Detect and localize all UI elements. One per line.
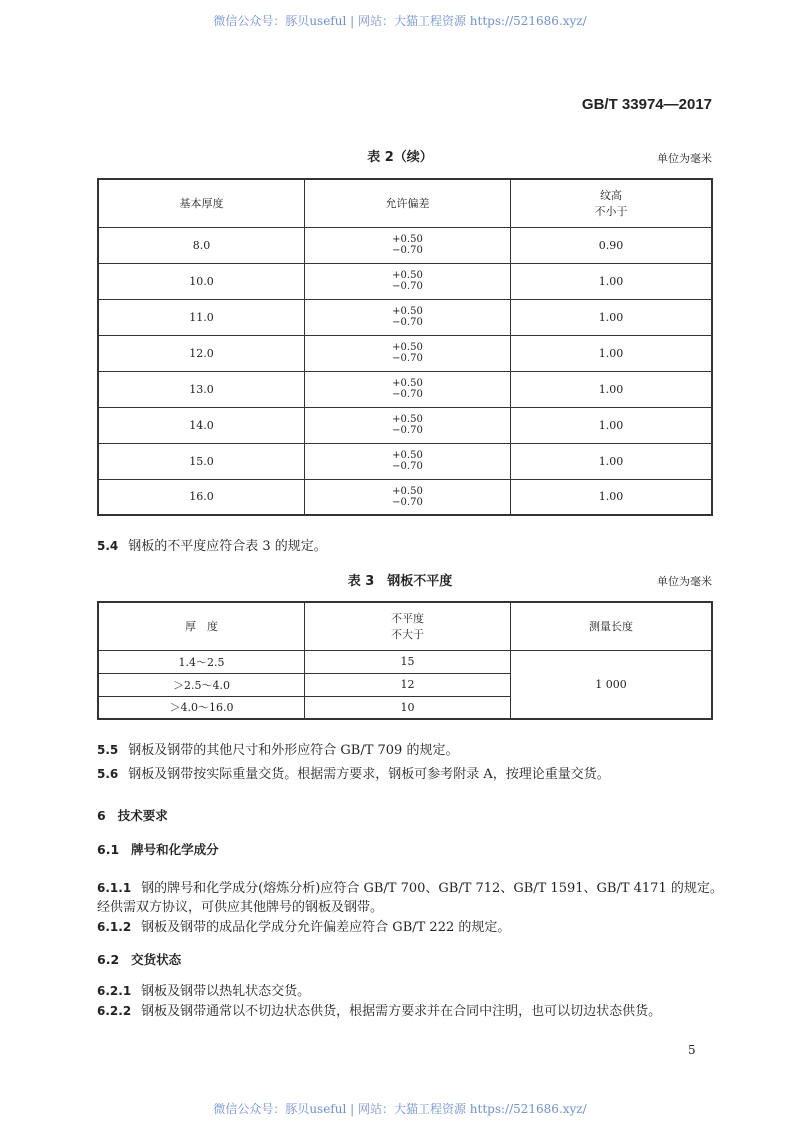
clause-6-1-1-continuation: 经供需双方协议，可供应其他牌号的钢板及钢带。 [97,900,384,915]
cell-thickness: 8.0 [98,227,305,263]
cell-pattern-height: 1.00 [511,335,713,371]
clause-6-1-2 [97,916,510,935]
table-row [98,371,712,407]
clause-number: 5.6 [97,767,119,781]
standard-code: GB/T 33974—2017 [581,96,712,113]
section-title: 技术要求 [117,808,168,823]
table-row [98,407,712,443]
table-header-row [98,602,712,650]
cell-thickness: 11.0 [98,299,305,335]
cell-thickness: 13.0 [98,371,305,407]
cell-tolerance [305,407,511,443]
cell-pattern-height: 1.00 [511,263,713,299]
cell-flatness: 10 [305,696,511,719]
cell-pattern-height: 0.90 [511,227,713,263]
clause-number: 5.5 [97,743,119,757]
cell-tolerance [305,335,511,371]
section-6-2-heading [97,950,181,968]
header-height-line2: 不小于 [594,205,628,219]
clause-text: 钢板及钢带按实际重量交货。根据需方要求，钢板可参考附录 A，按理论重量交货。 [128,767,610,782]
table-row [98,479,712,515]
cell-thickness: ＞2.5～4.0 [98,673,305,696]
cell-pattern-height: 1.00 [511,479,713,515]
cell-tolerance [305,227,511,263]
clause-6-1-1 [97,877,723,896]
table-row [98,299,712,335]
watermark-bottom: 微信公众号：豚贝useful | 网站：大猫工程资源 https://521686.xyz/ [213,1102,587,1116]
clause-text: 钢板及钢带的成品化学成分允许偏差应符合 GB/T 222 的规定。 [141,920,511,935]
header-height-line1: 纹高 [600,189,622,203]
tolerance-plus: +0.50 [392,342,423,353]
clause-5-4 [97,535,327,554]
header-flatness-line2: 不大于 [391,628,424,642]
clause-5-5 [97,739,458,758]
clause-text: 钢板及钢带的其他尺寸和外形应符合 GB/T 709 的规定。 [128,743,459,758]
clause-text: 钢板的不平度应符合表 3 的规定。 [128,539,327,554]
cell-tolerance [305,443,511,479]
table3-unit: 单位为毫米 [657,575,712,588]
clause-text: 钢的牌号和化学成分(熔炼分析)应符合 GB/T 700、GB/T 712、GB/T 1591、GB/T 4171 的规定。 [141,881,723,896]
tolerance-minus: −0.70 [392,281,423,292]
tolerance-plus: +0.50 [392,306,423,317]
clause-number: 6.2.2 [97,1004,132,1018]
tolerance-minus: −0.70 [392,317,423,328]
tolerance-minus: −0.70 [392,496,423,508]
table-row [98,227,712,263]
cell-flatness: 12 [305,673,511,696]
cell-pattern-height: 1.00 [511,299,713,335]
section-number: 6.2 [97,952,120,967]
section-title: 牌号和化学成分 [131,842,219,857]
header-thickness: 基本厚度 [98,179,305,227]
table-header-row [98,179,712,227]
cell-thickness: 1.4～2.5 [98,650,305,673]
cell-tolerance [305,299,511,335]
table3 [97,601,713,720]
table2-caption: 表 2（续） [367,150,433,165]
tolerance-minus: −0.70 [392,353,423,364]
table2 [97,178,713,516]
cell-thickness: ＞4.0～16.0 [98,696,305,719]
section-6-heading [97,806,168,824]
watermark-top: 微信公众号：豚贝useful | 网站：大猫工程资源 https://521686.xyz/ [213,14,587,28]
clause-number: 6.2.1 [97,984,132,998]
tolerance-plus: +0.50 [392,485,423,497]
header-flatness [305,602,511,650]
header-tolerance: 允许偏差 [305,179,511,227]
cell-tolerance [305,371,511,407]
cell-tolerance [305,263,511,299]
section-title: 交货状态 [131,952,182,967]
cell-tolerance [305,479,511,515]
header-height [511,179,713,227]
tolerance-minus: −0.70 [392,425,423,436]
cell-pattern-height: 1.00 [511,443,713,479]
tolerance-minus: −0.70 [392,461,423,472]
tolerance-plus: +0.50 [392,270,423,281]
section-number: 6.1 [97,842,120,857]
cell-thickness: 12.0 [98,335,305,371]
cell-flatness: 15 [305,650,511,673]
tolerance-minus: −0.70 [392,389,423,400]
cell-pattern-height: 1.00 [511,371,713,407]
header-thickness: 厚 度 [98,602,305,650]
clause-text: 钢板及钢带以热轧状态交货。 [141,984,311,999]
table-row [98,335,712,371]
clause-5-6 [97,763,610,782]
tolerance-plus: +0.50 [392,450,423,461]
tolerance-plus: +0.50 [392,378,423,389]
cell-thickness: 15.0 [98,443,305,479]
table2-unit: 单位为毫米 [657,152,712,165]
clause-6-2-2 [97,1000,661,1019]
section-6-1-heading [97,840,219,858]
cell-measure-length: 1 000 [511,650,713,719]
table3-caption: 表 3 钢板不平度 [347,574,453,589]
section-number: 6 [97,808,106,823]
cell-pattern-height: 1.00 [511,407,713,443]
header-flatness-line1: 不平度 [391,612,424,626]
cell-thickness: 14.0 [98,407,305,443]
clause-number: 5.4 [97,539,119,553]
clause-number: 6.1.1 [97,881,132,895]
clause-number: 6.1.2 [97,920,132,934]
table-row [98,443,712,479]
clause-text: 钢板及钢带通常以不切边状态供货，根据需方要求并在合同中注明，也可以切边状态供货。 [141,1004,662,1019]
table-row [98,263,712,299]
tolerance-plus: +0.50 [392,414,423,425]
tolerance-minus: −0.70 [392,245,423,256]
tolerance-plus: +0.50 [392,234,423,245]
table-row [98,650,712,673]
page-number: 5 [688,1043,696,1057]
clause-6-2-1 [97,980,310,999]
header-measure-length: 测量长度 [511,602,713,650]
cell-thickness: 10.0 [98,263,305,299]
cell-thickness: 16.0 [98,479,305,515]
